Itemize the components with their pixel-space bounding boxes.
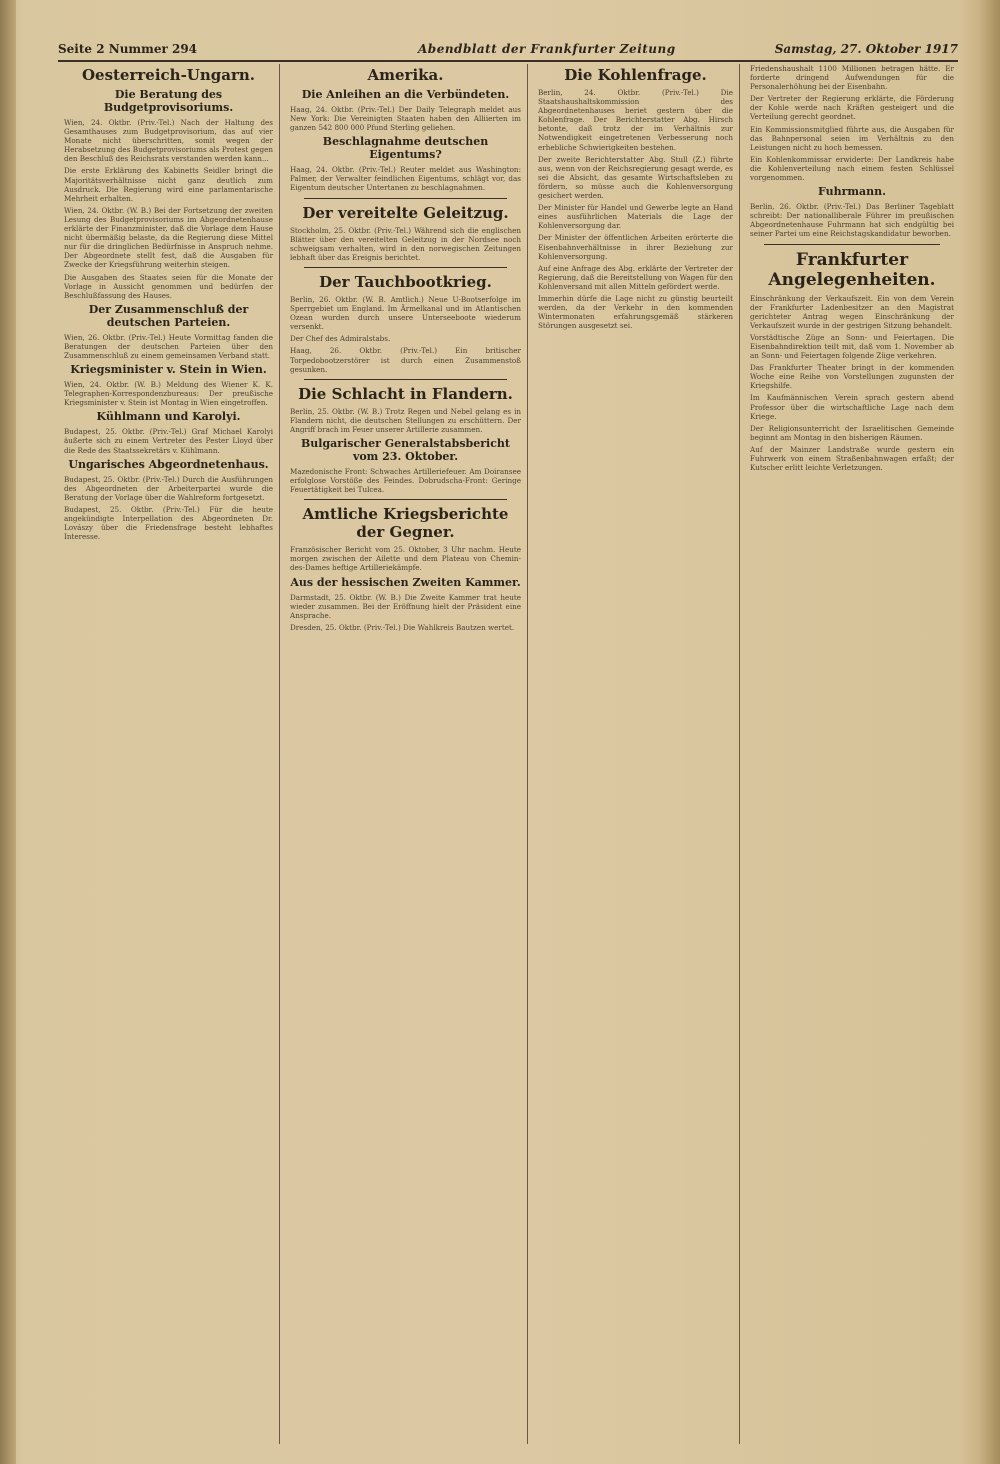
article-paragraph: Wien, 24. Oktbr. (W. B.) Meldung des Wiener K. K. Telegraphen-Korrespondenzbureaus: Der preußische Kriegsminister v. Stein ist Montag in Wien eingetroffen. (64, 380, 273, 408)
article-subheading: Die Anleihen an die Verbündeten. (301, 88, 510, 101)
section-heading: Die Kohlenfrage. (564, 66, 707, 84)
article-paragraph: Im Kaufmännischen Verein sprach gestern abend Professor über die wirtschaftliche Lage nach dem Kriege. (750, 393, 954, 421)
article-paragraph: Die erste Erklärung des Kabinetts Seidler bringt die Majoritätsverhältnisse nicht ganz deutlich zum Ausdruck. Die Regierung wird eine parlamentarische Mehrheit erhalten. (64, 166, 273, 203)
page-header (58, 40, 958, 62)
page-edge (978, 0, 1000, 1464)
section-heading: Oesterreich-Ungarn. (81, 66, 256, 84)
article-paragraph: Friedenshaushalt 1100 Millionen betragen hätte. Er forderte dringend Aufwendungen für die Personalerhöhung bei der Eisenbahn. (750, 64, 954, 92)
article-paragraph: Der Religionsunterricht der Israelitischen Gemeinde beginnt am Montag in den bisherigen Räumen. (750, 423, 954, 442)
section-heading: Frankfurter Angelegenheiten. (768, 249, 936, 290)
section-rule (304, 499, 507, 500)
article-paragraph: Vorstädtische Züge an Sonn- und Feiertagen. Die Eisenbahndirektion teilt mit, daß vom 1. November ab an Sonn- und Feiertagen folgende Züge verkehren. (750, 332, 954, 361)
article-subheading: Aus der hessischen Zweiten Kammer. (290, 575, 521, 589)
article-paragraph: Haag, 24. Oktbr. (Priv.-Tel.) Reuter meldet aus Washington: Palmer, der Verwalter feindlichen Eigentums, schlägt vor, das Eigentum deutscher Untertanen zu beschlagnahmen. (290, 165, 521, 193)
article-subheading: Kühlmann und Karolyi. (96, 410, 241, 424)
article-paragraph: Der zweite Berichterstatter Abg. Stull (Z.) führte aus, wenn von der Reichsregierung gesagt werde, es sei die Absicht, das gesamte Wirtschaftsleben zu fördern, so müsse auch die Kohlenversorgung gesichert werden. (538, 154, 733, 201)
article-paragraph: Stockholm, 25. Oktbr. (Priv.-Tel.) Während sich die englischen Blätter über den vereitelten Geleitzug in der Nordsee noch schweigsam verhalten, wird in den norwegischen Zeitungen lebhaft über das Ereignis berichtet. (290, 225, 521, 262)
article-paragraph: Wien, 24. Oktbr. (W. B.) Bei der Fortsetzung der zweiten Lesung des Budgetprovisoriums im Abgeordnetenhause erklärte der Finanzminister, daß die Vorlage dem Hause nicht übermäßig belaste, da die Regierung diese Mittel nur für die dringlichen Bedürfnisse in Anspruch nehme. Der Abgeordnete stellt fest, daß die Ausgaben für Zwecke der Kriegsführung weiterhin steigen. (64, 205, 273, 270)
section-rule (304, 198, 507, 199)
article-paragraph: Der Minister für Handel und Gewerbe legte an Hand eines ausführlichen Materials die Lage der Kohlenversorgung dar. (538, 203, 733, 231)
section-rule (304, 267, 507, 268)
article-subheading: Bulgarischer Generalstabsbericht vom 23. Oktober. (301, 436, 510, 463)
article-paragraph: Einschränkung der Verkaufszeit. Ein von dem Verein der Frankfurter Ladenbesitzer an den Magistrat gerichteter Antrag wegen Einschränkung der Verkaufszeit wurde in der gestrigen Sitzung behandelt. (750, 293, 954, 330)
article-paragraph: Budapest, 25. Oktbr. (Priv.-Tel.) Für die heute angekündigte Interpellation des Abgeordneten Dr. Lovászy über die Friedensfrage besteht lebhaftes Interesse. (64, 504, 273, 542)
section-rule (304, 379, 507, 380)
article-paragraph: Dresden, 25. Oktbr. (Priv.-Tel.) Die Wahlkreis Bautzen wertet. (290, 622, 515, 632)
article-paragraph: Mazedonische Front: Schwaches Artilleriefeuer. Am Doiransee erfolglose Vorstöße des Feindes. Dobrudscha-Front: Geringe Feuertätigkeit bei Tulcea. (290, 466, 521, 495)
column-2 (284, 64, 528, 1444)
section-heading: Amerika. (367, 66, 444, 84)
column-4 (744, 64, 960, 1444)
page-binding (0, 0, 16, 1464)
article-paragraph: Der Chef des Admiralstabs. (290, 334, 391, 344)
article-subheading: Die Beratung des Budgetprovisoriums. (103, 88, 234, 114)
newspaper-title: Abendblatt der Frankfurter Zeitung (418, 42, 676, 56)
page-number: Seite 2 Nummer 294 (58, 42, 198, 56)
article-paragraph: Der Vertreter der Regierung erklärte, die Förderung der Kohle werde nach Kräften gesteigert und die Verteilung gerecht geordnet. (750, 94, 954, 122)
article-paragraph: Berlin, 26. Oktbr. (W. B. Amtlich.) Neue U-Bootserfolge im Sperrgebiet um England. Im Ärmelkanal und im Atlantischen Ozean wurden durch unsere Unterseeboote wiederum versenkt. (290, 294, 521, 332)
article-paragraph: Berlin, 26. Oktbr. (Priv.-Tel.) Das Berliner Tageblatt schreibt: Der nationalliberale Führer im preußischen Abgeordnetenhause Fuhrmann hat sich endgültig bei seiner Partei um eine Reichstagskandidatur beworben. (750, 202, 954, 239)
section-heading: Amtliche Kriegsberichte der Gegner. (302, 505, 509, 542)
article-subheading: Der Zusammenschluß der deutschen Parteien. (88, 302, 249, 329)
article-subheading: Ungarisches Abgeordnetenhaus. (68, 457, 269, 471)
article-paragraph: Immerhin dürfe die Lage nicht zu günstig beurteilt werden, da der Verkehr in den kommenden Wintermonaten erfahrungsgemäß stärkeren Störungen ausgesetzt sei. (538, 293, 733, 331)
article-paragraph: Das Frankfurter Theater bringt in der kommenden Woche eine Reihe von Vorstellungen zugunsten der Kriegshilfe. (750, 363, 954, 391)
article-subheading: Beschlagnahme deutschen Eigentums? (322, 135, 489, 162)
article-paragraph: Auf eine Anfrage des Abg. erklärte der Vertreter der Regierung, daß die Bereitstellung von Wagen für den Kohlenversand mit allen Mitteln gefördert werde. (538, 263, 733, 291)
article-paragraph: Budapest, 25. Oktbr. (Priv.-Tel.) Graf Michael Karolyi äußerte sich zu einem Vertreter des Pester Lloyd über die Rede des Staatssekretärs v. Kühlmann. (64, 427, 273, 455)
article-paragraph: Wien, 24. Oktbr. (Priv.-Tel.) Nach der Haltung des Gesamthauses zum Budgetprovisorium, das auf vier Monate nicht überschritten, somit wegen der Herabsetzung des Budgetprovisoriums als Protest gegen den Beschluß des Reichsrats verstanden werden kann... (64, 118, 273, 164)
section-heading: Die Schlacht in Flandern. (298, 384, 513, 403)
issue-date: Samstag, 27. Oktober 1917 (774, 42, 958, 56)
article-paragraph: Auf der Mainzer Landstraße wurde gestern ein Fuhrwerk von einem Straßenbahnwagen erfaßt; der Kutscher erlitt leichte Verletzungen. (750, 444, 954, 473)
article-paragraph: Der Minister der öffentlichen Arbeiten erörterte die Eisenbahnverhältnisse in ihrer Beziehung zur Kohlenversorgung. (538, 233, 733, 261)
article-paragraph: Ein Kohlenkommissar erwiderte: Der Landkreis habe die Kohlenverteilung nach einem festen Schlüssel vorgenommen. (750, 154, 954, 183)
article-paragraph: Französischer Bericht vom 25. Oktober, 3 Uhr nachm. Heute morgen zwischen der Ailette und dem Plateau von Chemin-des-Dames heftige Artilleriekämpfe. (290, 545, 521, 573)
column-3 (532, 64, 740, 1444)
article-paragraph: Berlin, 24. Oktbr. (Priv.-Tel.) Die Staatshaushaltskommission des Abgeordnetenhauses beriet gestern über die Kohlenfrage. Der Berichterstatter Abg. Hirsch betonte, daß trotz der im Verhältnis zur Notwendigkeit eingetretenen Verbesserung noch erhebliche Schwierigkeiten bestehen. (538, 88, 733, 152)
article-paragraph: Darmstadt, 25. Oktbr. (W. B.) Die Zweite Kammer trat heute wieder zusammen. Bei der Eröffnung hielt der Präsident eine Ansprache. (290, 592, 521, 620)
article-paragraph: Wien, 26. Oktbr. (Priv.-Tel.) Heute Vormittag fanden die Beratungen der deutschen Parteien über den Zusammenschluß zu einem gemeinsamen Verband statt. (64, 332, 273, 360)
section-heading: Der Tauchbootkrieg. (319, 272, 492, 291)
article-subheading: Fuhrmann. (818, 185, 886, 199)
section-rule (764, 244, 940, 245)
article-paragraph: Haag, 26. Oktbr. (Priv.-Tel.) Ein britischer Torpedobootzerstörer ist durch einen Zusammenstoß gesunken. (290, 346, 521, 374)
article-subheading: Kriegsminister v. Stein in Wien. (70, 363, 267, 377)
article-paragraph: Berlin, 25. Oktbr. (W. B.) Trotz Regen und Nebel gelang es in Flandern nicht, die deutschen Stellungen zu erschüttern. Der Angriff brach im Feuer unserer Artillerie zusammen. (290, 406, 521, 434)
article-paragraph: Ein Kommissionsmitglied führte aus, die Ausgaben für das Bahnpersonal seien im Verhältnis zu den Leistungen nicht zu hoch bemessen. (750, 124, 954, 152)
article-paragraph: Die Ausgaben des Staates seien für die Monate der Vorlage in Aussicht genommen und bedürfen der Beschlußfassung des Hauses. (64, 272, 273, 300)
section-heading: Der vereitelte Geleitzug. (302, 203, 509, 222)
article-paragraph: Haag, 24. Oktbr. (Priv.-Tel.) Der Daily Telegraph meldet aus New York: Die Vereinigten Staaten haben den Alliierten im ganzen 542 800 000 Pfund Sterling geliehen. (290, 105, 521, 133)
column-1 (58, 64, 280, 1444)
article-paragraph: Budapest, 25. Oktbr. (Priv.-Tel.) Durch die Ausführungen des Abgeordneten der Arbeiterpartei wurde die Beratung der Vorlage über die Wahlreform fortgesetzt. (64, 474, 273, 502)
